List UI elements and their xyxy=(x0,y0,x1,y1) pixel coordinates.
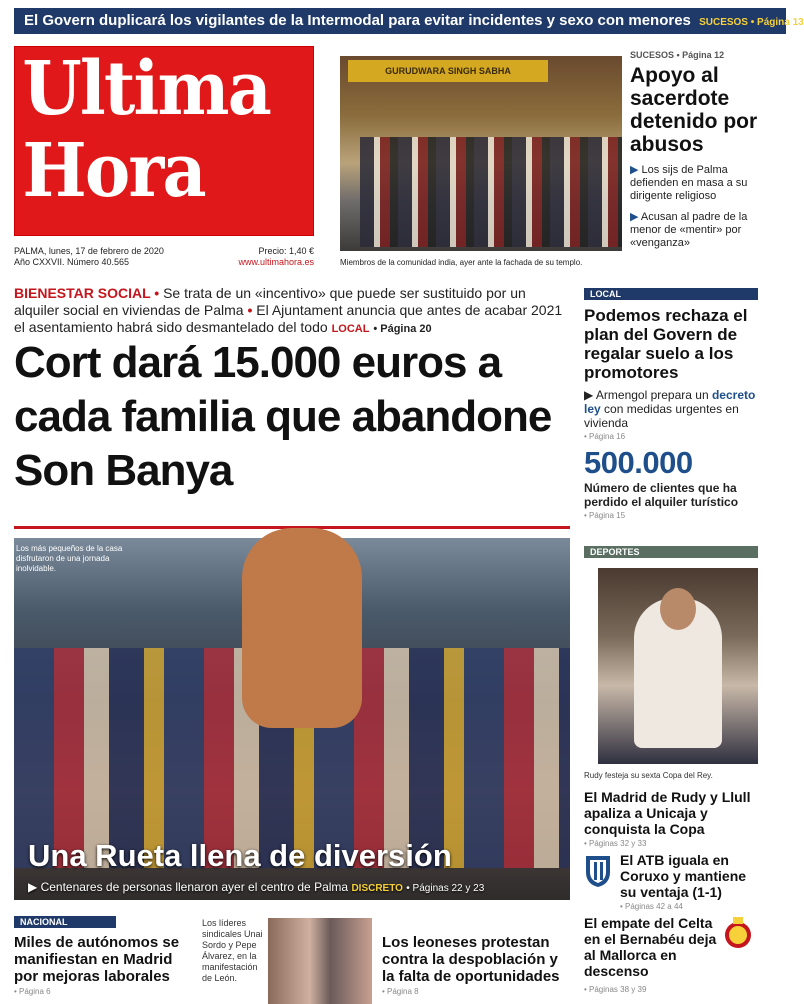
story-mallorca-title: El empate del Celta en el Bernabéu deja al Mallorca en descenso xyxy=(584,915,717,979)
main-lead xyxy=(14,285,570,338)
number-text: Número de clientes que ha perdido el alquiler turístico xyxy=(584,481,739,509)
nacional-label-box xyxy=(14,916,116,928)
story-madrid-page: • Páginas 32 y 33 xyxy=(584,839,647,848)
mallorca-crest-icon xyxy=(722,915,754,951)
site-url[interactable]: www.ultimahora.es xyxy=(238,257,314,267)
issue-date: PALMA, lunes, 17 de febrero de 2020 xyxy=(14,246,164,256)
main-kicker: BIENESTAR SOCIAL • xyxy=(14,285,160,301)
top-banner-headline: El Govern duplicará los vigilantes de la Intermodal para evitar incidentes y sexo con menores xyxy=(24,12,691,29)
story-atb[interactable] xyxy=(584,852,758,911)
photo-subtitle: ▶ Centenares de personas llenaron ayer el centro de Palma DISCRETO • Páginas 22 y 23 xyxy=(28,880,485,894)
main-lead-2: El Ajuntament anuncia que antes de acabar 2021 el asentamiento habrá sido desmantelado del todo xyxy=(14,302,563,335)
main-page: • Página 20 xyxy=(373,323,432,335)
triangle-icon: ▶ xyxy=(630,211,641,223)
side-story[interactable] xyxy=(630,50,760,250)
deportes-label: DEPORTES xyxy=(584,546,758,558)
temple-photo xyxy=(340,56,622,251)
photo-title[interactable]: Una Rueta llena de diversión xyxy=(28,838,452,873)
issue-number: Año CXXVII. Número 40.565 xyxy=(14,257,130,267)
inner-caption: Los más pequeños de la casa disfrutaron de una jornada inolvidable. xyxy=(16,544,123,573)
rudy-photo xyxy=(598,568,758,764)
nacional-title[interactable]: Miles de autónomos se manifiestan en Madrid por mejoras laborales xyxy=(14,934,180,985)
photo-section: DISCRETO xyxy=(351,883,403,894)
main-section: LOCAL xyxy=(331,323,370,335)
top-banner-section: SUCESOS • Página 13 xyxy=(699,17,804,28)
story-madrid[interactable]: El Madrid de Rudy y Llull apaliza a Unicaja y conquista la Copa xyxy=(584,789,751,837)
local-column[interactable] xyxy=(584,288,758,520)
main-lead-1: Se trata de un «incentivo» que puede ser sustituido por un alquiler social en viviendas de Palma xyxy=(14,285,526,318)
masthead-logo[interactable] xyxy=(14,46,314,236)
player-head xyxy=(660,588,696,630)
story-atb-page: • Páginas 42 a 44 xyxy=(620,902,683,911)
story-mallorca-page: • Páginas 38 y 39 xyxy=(584,985,647,994)
temple-photo-caption: Miembros de la comunidad india, ayer ante la fachada de su templo. xyxy=(340,258,583,267)
rueta-photo[interactable] xyxy=(14,538,570,900)
local-page: • Página 16 xyxy=(584,432,626,441)
union-leaders-photo xyxy=(268,918,372,1004)
nacional-story[interactable] xyxy=(14,934,190,996)
temple-sign: GURUDWARA SINGH SABHA xyxy=(348,60,548,82)
triangle-icon: ▶ xyxy=(630,164,642,176)
side-bullet-2: ▶ Acusan al padre de la menor de «mentir» por «venganza» xyxy=(630,211,748,249)
number-page: • Página 15 xyxy=(584,511,626,520)
leon-story[interactable] xyxy=(382,934,570,996)
local-title[interactable]: Podemos rechaza el plan del Govern de regalar suelo a los promotores xyxy=(584,306,748,382)
deportes-column[interactable] xyxy=(584,546,758,558)
deportes-stories[interactable] xyxy=(584,770,758,997)
dinosaur-costume xyxy=(242,528,362,728)
photo-pages: • Páginas 22 y 23 xyxy=(406,883,485,894)
side-story-section: SUCESOS • Página 12 xyxy=(630,50,725,60)
local-label: LOCAL xyxy=(584,288,758,300)
top-banner[interactable] xyxy=(14,8,804,34)
rudy-caption: Rudy festeja su sexta Copa del Rey. xyxy=(584,771,713,780)
nacional-photo-caption: Los líderes sindicales Unai Sordo y Pepe Álvarez, en la manifestación de León. xyxy=(202,918,263,983)
big-number: 500.000 xyxy=(584,445,693,480)
local-text: ▶ Armengol prepara un decreto ley con medidas urgentes en vivienda xyxy=(584,388,756,430)
story-atb-title: El ATB iguala en Coruxo y mantiene su ventaja (1-1) xyxy=(620,852,747,900)
dateline xyxy=(14,246,314,268)
atb-crest-icon xyxy=(584,854,612,888)
bullet-dot: • xyxy=(247,302,253,318)
nacional-page: • Página 6 xyxy=(14,987,51,996)
crowd-shape xyxy=(360,137,622,247)
logo-line-1: Ultima xyxy=(22,46,271,132)
story-mallorca[interactable] xyxy=(584,915,758,997)
side-bullet-1: ▶ Los sijs de Palma defienden en masa a su dirigente religioso xyxy=(630,164,748,202)
nacional-label: NACIONAL xyxy=(14,916,116,928)
issue-price: Precio: 1,40 € xyxy=(258,246,314,256)
main-headline[interactable]: Cort dará 15.000 euros a cada familia que abandone Son Banya xyxy=(14,338,552,495)
leon-title[interactable]: Los leoneses protestan contra la despoblación y la falta de oportunidades xyxy=(382,934,560,985)
side-story-title[interactable]: Apoyo al sacerdote detenido por abusos xyxy=(630,64,758,156)
leon-page: • Página 8 xyxy=(382,987,419,996)
logo-line-2: Hora xyxy=(22,128,205,214)
